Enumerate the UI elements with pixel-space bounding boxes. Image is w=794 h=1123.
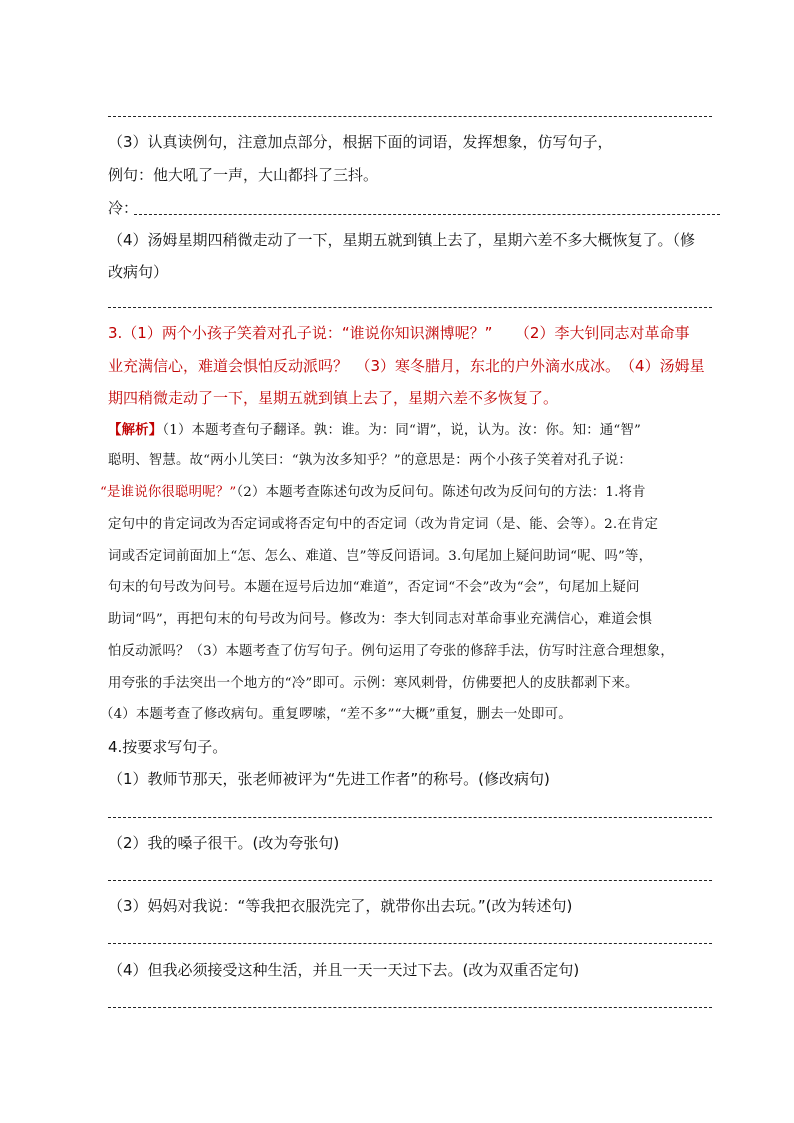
explanation-line-10: （4）本题考查了修改病句。重复啰嗦，“差不多”“大概”重复，删去一处即可。 (100, 707, 572, 722)
explanation-line-4: 定句中的肯定词改为否定词或将否定句中的否定词（改为肯定词（是、能、会等）。2.在肯定 (108, 517, 659, 532)
question-4-item-4: （4）但我必须接受这种生活，并且一天一天过下去。(改为双重否定句) (108, 961, 580, 979)
answer-blank-line[interactable] (134, 214, 720, 215)
explanation-line-6: 句末的句号改为问号。本题在逗号后边加“难道”，否定词“不会”改为“会”，句尾加上疑问 (108, 580, 640, 595)
answer-blank-line[interactable] (108, 943, 712, 944)
explanation-text: （2）本题考查陈述句改为反问句。陈述句改为反问句的方法：1.将肯 (236, 485, 646, 500)
explanation-line-9: 用夸张的手法突出一个地方的“冷”即可。示例：寒风刺骨，仿佛要把人的皮肤都剥下来。 (108, 676, 639, 691)
explanation-label: 【解析】 (108, 422, 163, 438)
explanation-highlight: “是谁说你很聪明呢？” (100, 485, 237, 500)
explanation-line-7: 助词“吗”，再把句末的句号改为问号。修改为：李大钊同志对革命事业充满信心，难道会惧 (108, 612, 653, 627)
answer-blank-line[interactable] (108, 1007, 712, 1008)
question-item-3-example: 例句：他大吼了一声，大山都抖了三抖。 (108, 166, 379, 184)
explanation-line-1 (108, 420, 641, 441)
question-4-title: 4.按要求写句子。 (108, 738, 228, 756)
question-item-3-prompt: 冷： (108, 199, 139, 217)
explanation-line-2: 聪明、智慧。故“两小儿笑曰：“孰为汝多知乎？”的意思是：两个小孩子笑着对孔子说： (108, 453, 632, 468)
question-item-4-line1: （4）汤姆星期四稍微走动了一下，星期五就到镇上去了，星期六差不多大概恢复了。（修 (108, 231, 696, 249)
answer-blank-line[interactable] (108, 307, 712, 308)
answer-blank-line[interactable] (108, 880, 712, 881)
question-4-item-2: （2）我的嗓子很干。(改为夸张句) (108, 834, 340, 852)
explanation-line-8: 怕反动派吗？（3）本题考查了仿写句子。例句运用了夸张的修辞手法，仿写时注意合理想象， (108, 644, 674, 659)
explanation-text: （1）本题考查句子翻译。孰：谁。为：同“谓”，说，认为。汝：你。知：通“智” (162, 423, 642, 438)
question-4-item-1: （1）教师节那天，张老师被评为“先进工作者”的称号。(修改病句) (108, 770, 550, 788)
answer-line-1: 3.（1）两个小孩子笑着对孔子说：“谁说你知识渊博呢？” （2）李大钊同志对革命事 (108, 324, 690, 342)
question-item-4-line2: 改病句） (108, 263, 169, 281)
answer-blank-line[interactable] (108, 817, 712, 818)
question-item-3-title: （3）认真读例句，注意加点部分，根据下面的词语，发挥想象，仿写句子， (108, 133, 613, 151)
explanation-line-3 (100, 483, 646, 503)
question-4-item-3: （3）妈妈对我说：“等我把衣服洗完了，就带你出去玩。”(改为转述句) (108, 897, 573, 915)
explanation-line-5: 词或否定词前面加上“怎、怎么、难道、岂”等反问语词。3.句尾加上疑问助词“呢、吗”等， (108, 549, 653, 564)
answer-line-3: 期四稍微走动了一下，星期五就到镇上去了，星期六差不多恢复了。 (108, 389, 559, 407)
answer-line-2: 业充满信心，难道会惧怕反动派吗？ （3）寒冬腊月，东北的户外滴水成冰。 （4）汤姆星 (108, 357, 705, 375)
answer-blank-line[interactable] (108, 116, 712, 117)
